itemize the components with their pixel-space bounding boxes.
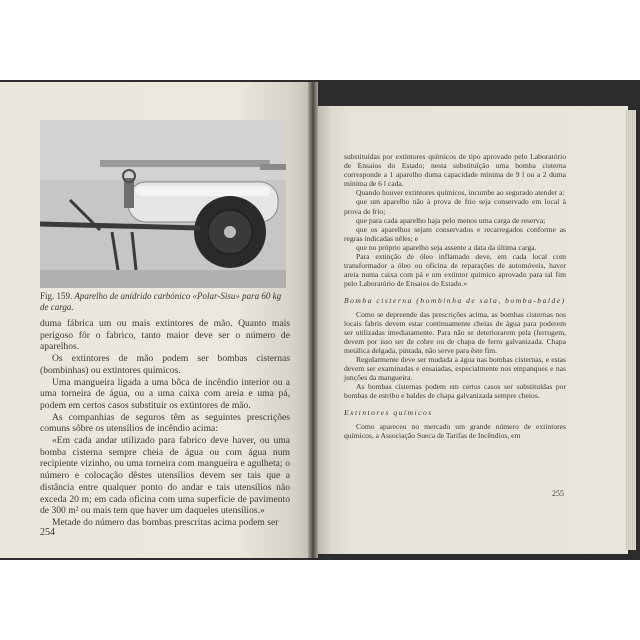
left-paragraph: As companhias de seguros têm as seguintes prescrições comuns sôbre os utensílios de incêndio acima: (40, 411, 290, 435)
right-paragraph: As bombas cisternas podem em certos casos ser substituídas por bombas de estribo e baldes de chapa galvanizada sempre cheios. (344, 382, 566, 401)
left-paragraph: Uma mangueira ligada a uma bôca de incêndio interior ou a uma torneira de água, ou a uma caixa com areia e uma pá, podem em certos casos substituir os extintores de mão. (40, 376, 290, 411)
left-paragraph: «Em cada andar utilizado para fabrico deve haver, ou uma bomba cisterna sempre cheia de água ou com água num recipiente vizinho, ou uma torneira com mangueira e agulheta; o número e colocação dêstes utensílios devem ser tais que a distância entre qualquer ponto do andar e tais utensílios não exceda 20 m; em cada oficina com uma superfície de pavimento de 300 m² ou mais tem que haver um daqueles utensílios.» (40, 435, 290, 517)
book-gutter (308, 82, 318, 558)
right-paragraph: Quando houver extintores químicos, incumbe ao segurado atender a: (356, 188, 565, 198)
page-edges (626, 110, 636, 550)
right-paragraph: que para cada aparelho haja pelo menos uma carga de reserva; (356, 215, 546, 225)
left-page-text (40, 318, 290, 529)
caption-figure-number: Fig. 159. (40, 291, 73, 301)
right-paragraph: que os aparelhos sejam conservados e recarregados conforme as regras indicadas nêles; e (344, 224, 566, 243)
right-paragraph: Como se depreende das prescrições acima, as bombas cisternas nos locais fabris devem estar continuamente cheias de água para poderem ser utilizadas imediatamente. Para não se deteriorarem pela (ferrugem, devem por isso ser de cobre ou de chapa de ferro galvanizada. Chapa metálica delgada, pintada, não serve para êste fim. (344, 309, 566, 355)
figure-photo (40, 120, 286, 288)
left-page-number: 254 (40, 527, 55, 538)
caption-text: Aparelho de anídrido carbónico «Polar-Sisu» para 60 kg de carga. (40, 291, 282, 312)
left-paragraph: Os extintores de mão podem ser bombas cisternas (bombinhas) ou extintores químicos. (40, 353, 290, 376)
left-paragraph: Metade do número das bombas prescritas acima podem ser (52, 516, 279, 528)
right-page-text (344, 152, 566, 440)
figure-caption (40, 291, 286, 312)
right-paragraph: substituídas por extintores químicos de tipo aprovado pelo Laboratório de Ensaios do Estado; nesta substituïção uma bomba cisterna corresponde a 1 aparelho duma capacidade mínima de 9 l ou a 2 duma mínima de 6 l cada. (344, 152, 566, 189)
right-paragraph: que um aparelho não à prova de frio seja conservado em local à prova de frio; (344, 197, 566, 216)
right-paragraph: Como apareceu no mercado um grande número de extintores químicos, a Associação Sueca de Tarifas de Incêndios, em (344, 421, 566, 440)
section-heading: Extintores químicos (344, 408, 433, 418)
right-paragraph: Regularmente deve ser mudada a água nas bombas cisternas, e estas devem ser examinadas e ensaiadas, especialmente nos empanques e nas junções da mangueira. (344, 354, 566, 383)
section-heading: Bomba cisterna (bombinha de sala, bomba-balde) (344, 296, 566, 306)
left-paragraph: duma fábrica um ou mais extintores de mão. Quanto mais perigoso fôr o fabrico, tanto maior deve ser o número de aparelhos. (40, 318, 290, 353)
right-paragraph: Para extinção de óleo inflamado deve, em cada local com transformador a óleo ou oficina de reparações de automóveis, haver areia numa caixa com pá e um extintor químico aprovado para tal fim pelo Laboratório de Ensaios do Estado.» (344, 252, 566, 289)
right-page-number: 255 (552, 489, 564, 498)
fire-extinguisher-cart-illustration (40, 120, 286, 288)
right-paragraph: que no próprio aparelho seja assente a data da última carga. (356, 242, 537, 252)
